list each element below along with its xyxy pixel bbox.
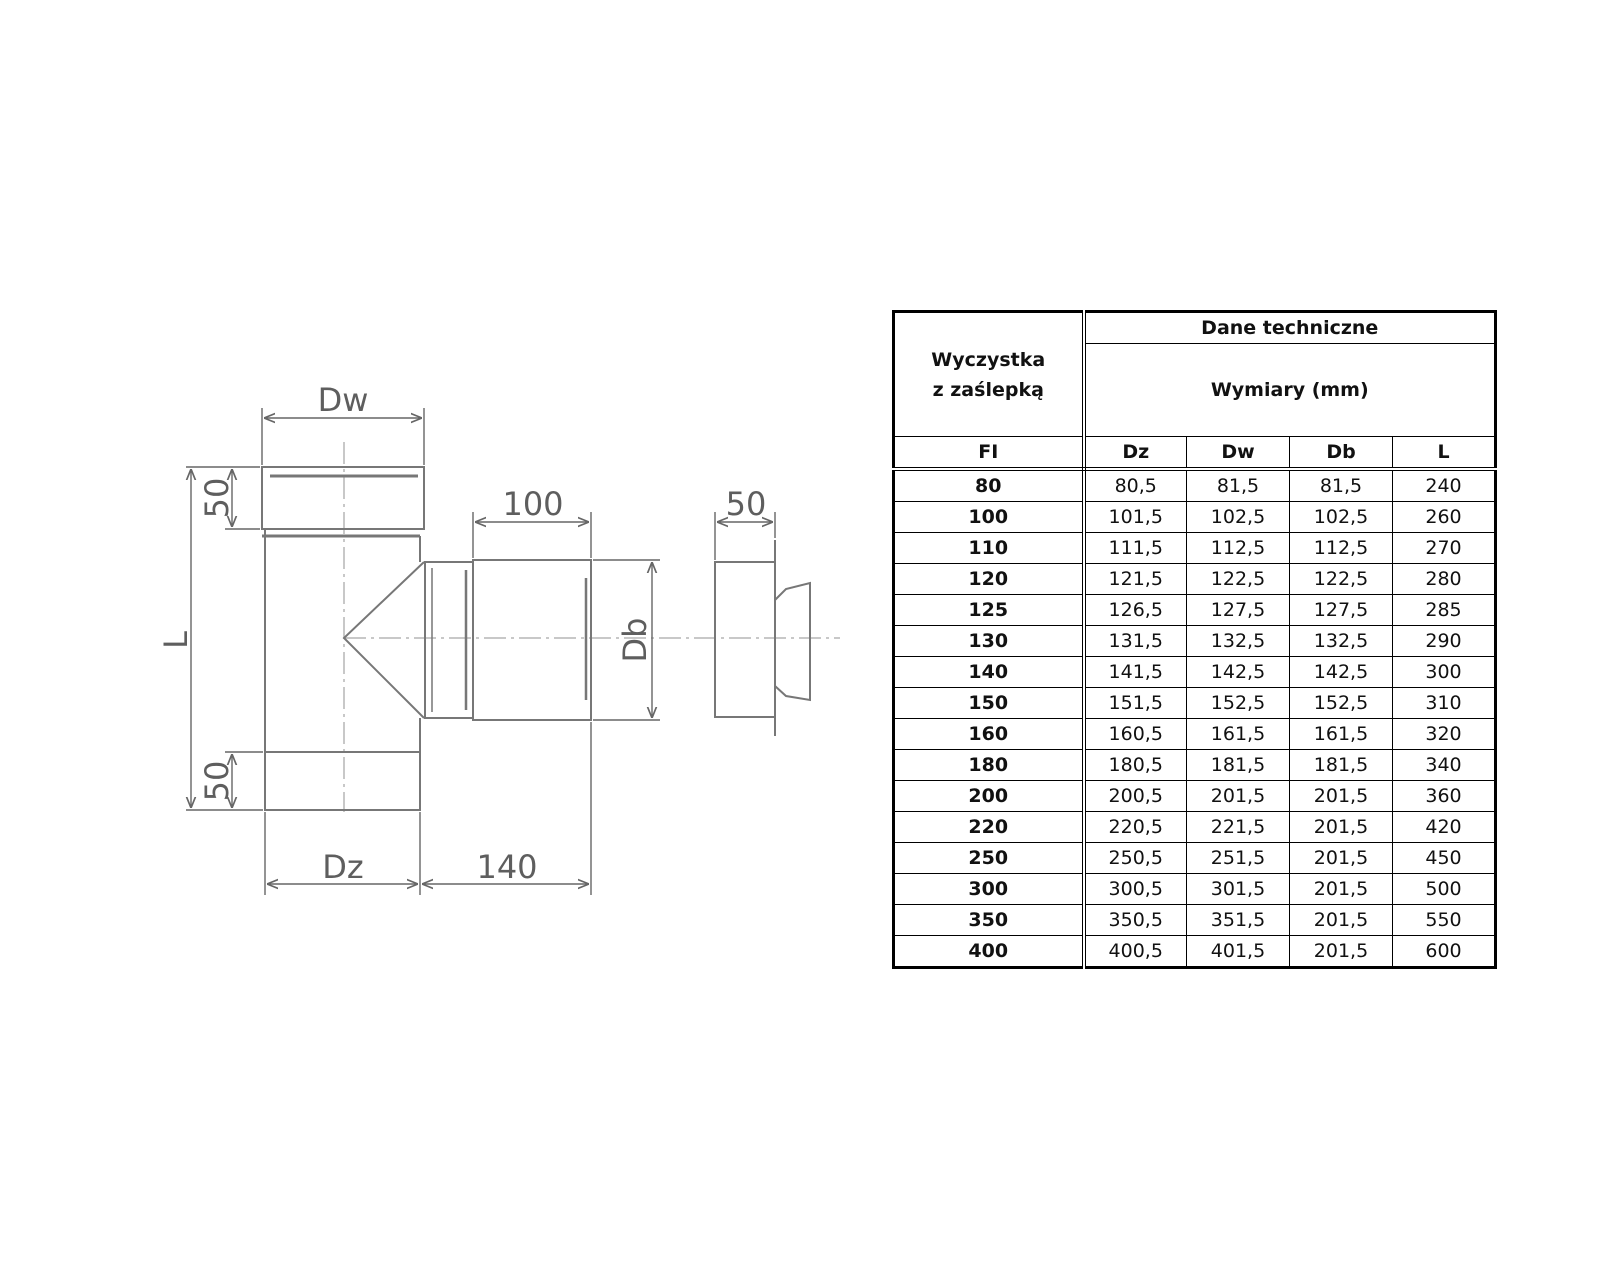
column-header-dw: Dw — [1187, 437, 1290, 470]
cell-fi: 350 — [894, 905, 1084, 936]
label-l: L — [157, 631, 195, 649]
column-header-row — [894, 437, 1496, 470]
sub-header: Wymiary (mm) — [1084, 344, 1496, 437]
cell-l: 260 — [1393, 502, 1496, 533]
cell-fi: 80 — [894, 469, 1084, 502]
cell-fi: 125 — [894, 595, 1084, 626]
cell-l: 240 — [1393, 469, 1496, 502]
cell-db: 201,5 — [1290, 812, 1393, 843]
table-row — [894, 905, 1496, 936]
cell-dz: 180,5 — [1084, 750, 1187, 781]
cell-dw: 201,5 — [1187, 781, 1290, 812]
column-header-db: Db — [1290, 437, 1393, 470]
table-row — [894, 564, 1496, 595]
cell-dz: 350,5 — [1084, 905, 1187, 936]
table-row — [894, 812, 1496, 843]
cell-db: 81,5 — [1290, 469, 1393, 502]
cell-dz: 160,5 — [1084, 719, 1187, 750]
label-db: Db — [616, 617, 654, 663]
cell-fi: 120 — [894, 564, 1084, 595]
cell-db: 181,5 — [1290, 750, 1393, 781]
cell-dw: 132,5 — [1187, 626, 1290, 657]
cell-db: 201,5 — [1290, 905, 1393, 936]
table-row — [894, 936, 1496, 968]
cell-dz: 111,5 — [1084, 533, 1187, 564]
dimension-lines — [186, 408, 775, 895]
cell-l: 450 — [1393, 843, 1496, 874]
cell-fi: 250 — [894, 843, 1084, 874]
cell-fi: 200 — [894, 781, 1084, 812]
table-row — [894, 750, 1496, 781]
cell-fi: 100 — [894, 502, 1084, 533]
cell-l: 500 — [1393, 874, 1496, 905]
cell-fi: 150 — [894, 688, 1084, 719]
cell-dw: 401,5 — [1187, 936, 1290, 968]
cell-db: 102,5 — [1290, 502, 1393, 533]
label-offset: 140 — [476, 848, 538, 886]
cell-dz: 131,5 — [1084, 626, 1187, 657]
cell-dz: 80,5 — [1084, 469, 1187, 502]
cell-dz: 151,5 — [1084, 688, 1187, 719]
table-row — [894, 843, 1496, 874]
cell-dw: 112,5 — [1187, 533, 1290, 564]
cell-fi: 130 — [894, 626, 1084, 657]
cell-db: 112,5 — [1290, 533, 1393, 564]
cell-db: 201,5 — [1290, 936, 1393, 968]
cell-fi: 400 — [894, 936, 1084, 968]
cell-db: 201,5 — [1290, 843, 1393, 874]
cell-dz: 141,5 — [1084, 657, 1187, 688]
cell-db: 132,5 — [1290, 626, 1393, 657]
cell-l: 360 — [1393, 781, 1496, 812]
cell-dz: 220,5 — [1084, 812, 1187, 843]
table-row — [894, 595, 1496, 626]
cell-l: 285 — [1393, 595, 1496, 626]
spec-table — [892, 310, 1497, 969]
cell-dw: 122,5 — [1187, 564, 1290, 595]
cell-fi: 300 — [894, 874, 1084, 905]
cell-fi: 160 — [894, 719, 1084, 750]
group-header: Dane techniczne — [1084, 312, 1496, 344]
cell-dw: 81,5 — [1187, 469, 1290, 502]
table-row — [894, 781, 1496, 812]
cell-dw: 152,5 — [1187, 688, 1290, 719]
table-row — [894, 657, 1496, 688]
label-bottom-collar: 50 — [198, 760, 236, 802]
cell-dz: 250,5 — [1084, 843, 1187, 874]
cell-l: 290 — [1393, 626, 1496, 657]
cell-l: 270 — [1393, 533, 1496, 564]
table-row — [894, 533, 1496, 564]
cell-fi: 110 — [894, 533, 1084, 564]
cell-db: 201,5 — [1290, 874, 1393, 905]
label-dz: Dz — [322, 848, 364, 886]
cell-dw: 127,5 — [1187, 595, 1290, 626]
table-row — [894, 719, 1496, 750]
table-header — [894, 312, 1496, 470]
cell-dz: 400,5 — [1084, 936, 1187, 968]
cell-db: 122,5 — [1290, 564, 1393, 595]
cell-dz: 200,5 — [1084, 781, 1187, 812]
cell-fi: 140 — [894, 657, 1084, 688]
cell-dw: 251,5 — [1187, 843, 1290, 874]
cell-db: 152,5 — [1290, 688, 1393, 719]
cell-dz: 126,5 — [1084, 595, 1187, 626]
cell-fi: 180 — [894, 750, 1084, 781]
cell-dw: 142,5 — [1187, 657, 1290, 688]
cell-l: 340 — [1393, 750, 1496, 781]
cell-db: 161,5 — [1290, 719, 1393, 750]
column-header-l: L — [1393, 437, 1496, 470]
cell-l: 320 — [1393, 719, 1496, 750]
cell-db: 201,5 — [1290, 781, 1393, 812]
table-row — [894, 502, 1496, 533]
cell-fi: 220 — [894, 812, 1084, 843]
cell-dw: 161,5 — [1187, 719, 1290, 750]
cell-l: 420 — [1393, 812, 1496, 843]
cell-dw: 301,5 — [1187, 874, 1290, 905]
cell-dw: 221,5 — [1187, 812, 1290, 843]
cell-dw: 102,5 — [1187, 502, 1290, 533]
table-body — [894, 469, 1496, 968]
table-row — [894, 688, 1496, 719]
label-cap-depth: 50 — [725, 485, 767, 523]
cell-dw: 351,5 — [1187, 905, 1290, 936]
cell-l: 310 — [1393, 688, 1496, 719]
column-header-fi: FI — [894, 437, 1084, 470]
column-header-dz: Dz — [1084, 437, 1187, 470]
cell-l: 600 — [1393, 936, 1496, 968]
label-branch-length: 100 — [502, 485, 564, 523]
label-top-collar: 50 — [198, 477, 236, 519]
cell-db: 127,5 — [1290, 595, 1393, 626]
label-dw: Dw — [317, 381, 369, 419]
table-row — [894, 874, 1496, 905]
table-row — [894, 469, 1496, 502]
table-row — [894, 626, 1496, 657]
cell-dz: 101,5 — [1084, 502, 1187, 533]
cell-db: 142,5 — [1290, 657, 1393, 688]
corner-header: Wyczystka z zaślepką — [894, 312, 1084, 437]
cell-l: 280 — [1393, 564, 1496, 595]
cell-l: 550 — [1393, 905, 1496, 936]
cell-dw: 181,5 — [1187, 750, 1290, 781]
cell-l: 300 — [1393, 657, 1496, 688]
cell-dz: 300,5 — [1084, 874, 1187, 905]
cell-dz: 121,5 — [1084, 564, 1187, 595]
